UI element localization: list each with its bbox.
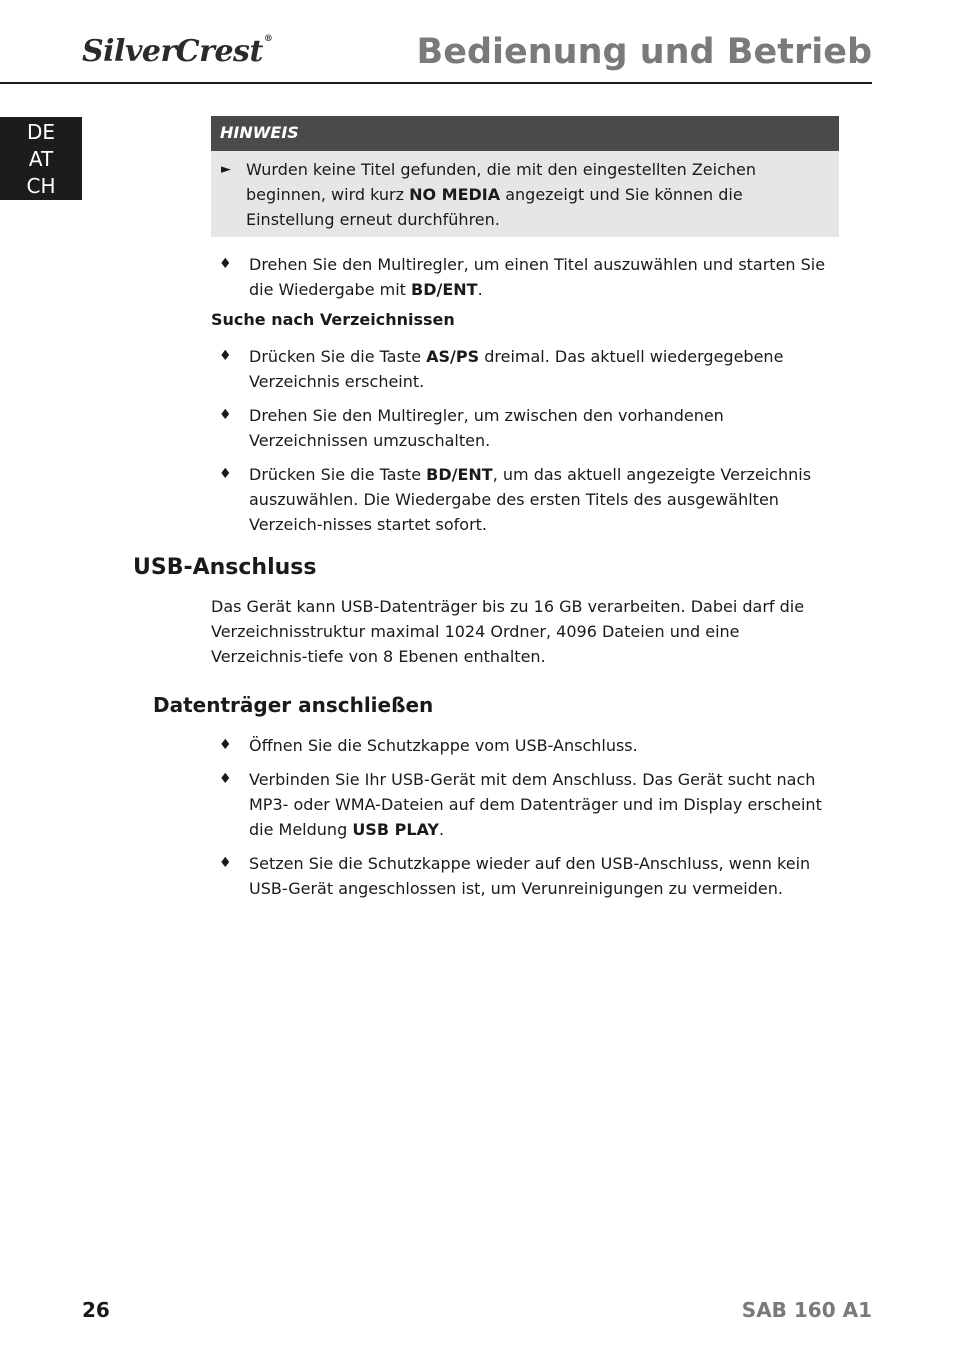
main-content xyxy=(211,252,841,537)
usb-heading: USB-Anschluss xyxy=(133,555,317,580)
note-body xyxy=(211,151,839,237)
page-number: 26 xyxy=(82,1298,110,1322)
connect-list xyxy=(211,733,841,901)
diamond-bullet-icon: ♦ xyxy=(219,737,232,753)
list-item: ♦ Drehen Sie den Multiregler, um zwischen den vorhandenen Verzeichnissen umzuschalten. xyxy=(211,403,841,453)
diamond-bullet-icon: ♦ xyxy=(219,256,232,272)
model-number: SAB 160 A1 xyxy=(741,1298,872,1322)
note-heading: HINWEIS xyxy=(211,116,839,151)
usb-paragraph: Das Gerät kann USB-Datenträger bis zu 16 GB verarbeiten. Dabei darf die Verzeichnisstruktur maximal 1024 Ordner, 4096 Dateien und eine Verzeichnis-tiefe von 8 Ebenen enthalten. xyxy=(211,597,805,666)
brand-name: SilverCrest xyxy=(82,34,263,69)
list-item: ♦ Drücken Sie die Taste AS/PS dreimal. Das aktuell wiedergegebene Verzeichnis erscheint. xyxy=(211,344,841,394)
folder-search-heading: Suche nach Verzeichnissen xyxy=(211,310,455,329)
language-tab xyxy=(0,117,82,200)
diamond-bullet-icon: ♦ xyxy=(219,466,232,482)
note-box xyxy=(211,116,839,237)
language-ch: CH xyxy=(26,174,56,198)
diamond-bullet-icon: ♦ xyxy=(219,407,232,423)
diamond-bullet-icon: ♦ xyxy=(219,348,232,364)
list-item: ♦ Drücken Sie die Taste BD/ENT, um das aktuell angezeigte Verzeichnis auszuwählen. Die Wiedergabe des ersten Titels des ausgewählten Verzeich-nisses startet sofort. xyxy=(211,462,841,537)
connect-heading: Datenträger anschließen xyxy=(153,693,434,717)
language-at: AT xyxy=(28,147,54,171)
page-title: Bedienung und Betrieb xyxy=(416,32,872,72)
diamond-bullet-icon: ♦ xyxy=(219,771,232,787)
list-item: ♦ Öffnen Sie die Schutzkappe vom USB-Anschluss. xyxy=(211,733,841,758)
triangle-arrow-icon: ► xyxy=(221,162,231,177)
header-divider xyxy=(0,82,872,84)
list-item: ♦ Verbinden Sie Ihr USB-Gerät mit dem Anschluss. Das Gerät sucht nach MP3- oder WMA-Dateien auf dem Datenträger und im Display erscheint die Meldung USB PLAY. xyxy=(211,767,841,842)
brand-logo xyxy=(82,34,272,69)
list-item: ♦ Setzen Sie die Schutzkappe wieder auf den USB-Anschluss, wenn kein USB-Gerät angeschlossen ist, um Verunreinigungen zu vermeiden. xyxy=(211,851,841,901)
diamond-bullet-icon: ♦ xyxy=(219,855,232,871)
registered-mark: ® xyxy=(263,34,273,44)
note-text: Wurden keine Titel gefunden, die mit den eingestellten Zeichen beginnen, wird kurz NO MEDIA angezeigt und Sie können die Einstellung erneut durchführen. xyxy=(246,160,757,229)
list-item: ♦ Drehen Sie den Multiregler, um einen Titel auszuwählen und starten Sie die Wiedergabe mit BD/ENT. xyxy=(211,252,841,302)
language-de: DE xyxy=(26,120,56,144)
